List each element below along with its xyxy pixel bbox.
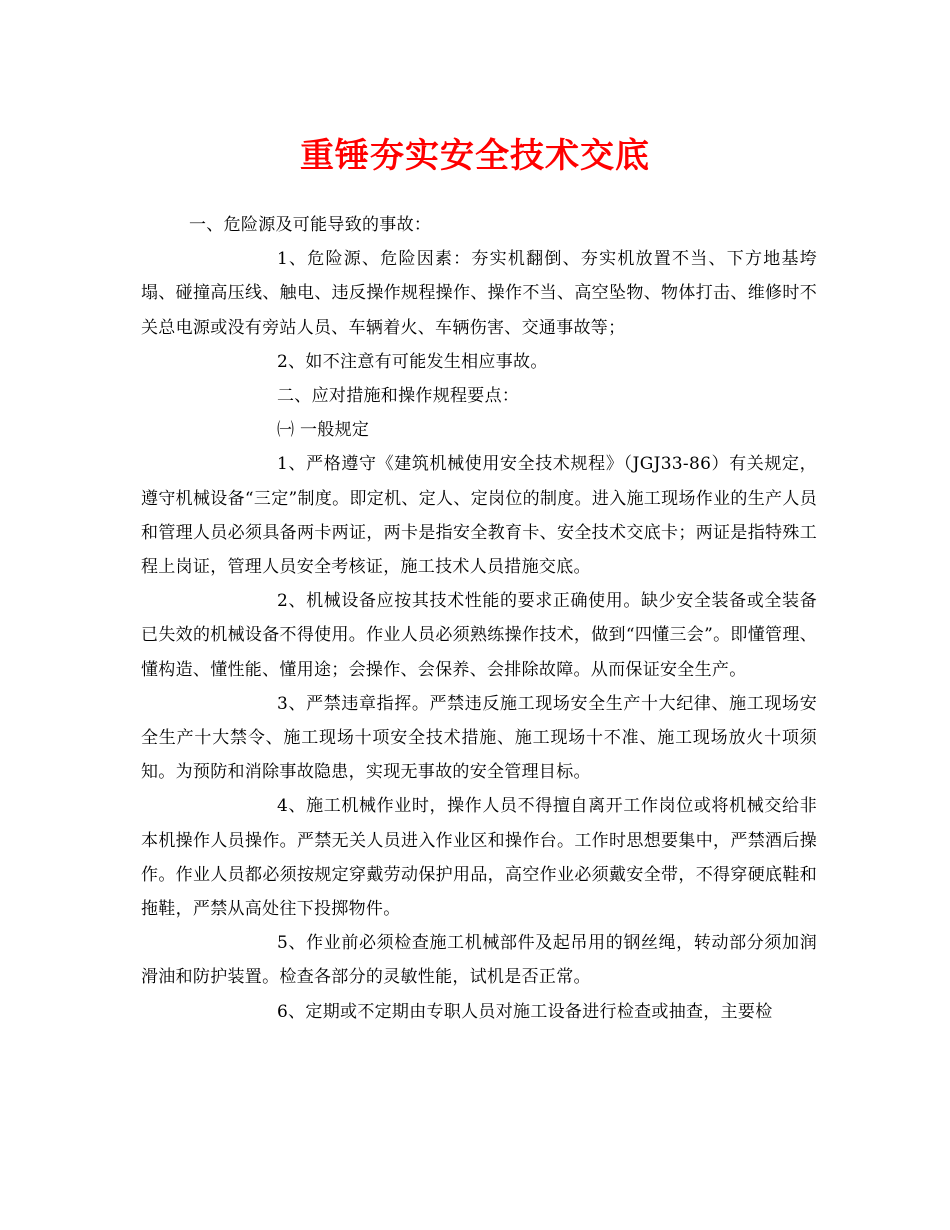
- document-title: 重锤夯实安全技术交底: [300, 136, 650, 176]
- section-heading-hazards: 一、危险源及可能导致的事故：: [189, 215, 432, 235]
- paragraph-rule-1: 1、严格遵守《建筑机械使用安全技术规程》（JGJ33-86）有关规定，遵守机械设备“三定”制度。即定机、定人、定岗位的制度。进入施工现场作业的生产人员和管理人员必须具备两卡两证，两卡是指安全教育卡、安全技术交底卡；两证是指特殊工程上岗证，管理人员安全考核证，施工技术人员措施交底。: [141, 454, 817, 578]
- document-body: [141, 208, 817, 1029]
- paragraph-rule-3: 3、严禁违章指挥。严禁违反施工现场安全生产十大纪律、施工现场安全生产十大禁令、施工现场十项安全技术措施、施工现场十不准、施工现场放火十项须知。为预防和消除事故隐患，实现无事故的安全管理目标。: [141, 693, 817, 783]
- section-heading-measures: 二、应对措施和操作规程要点：: [277, 386, 520, 407]
- subsection-heading-general: ㈠ 一般规定: [277, 420, 370, 441]
- paragraph-hazard-sources: 1、危险源、危险因素：夯实机翻倒、夯实机放置不当、下方地基垮塌、碰撞高压线、触电、违反操作规程操作、操作不当、高空坠物、物体打击、维修时不关总电源或没有旁站人员、车辆着火、车辆伤害、交通事故等；: [141, 249, 817, 338]
- paragraph-rule-6: 6、定期或不定期由专职人员对施工设备进行检查或抽查，主要检: [277, 1001, 773, 1022]
- paragraph-rule-4: 4、施工机械作业时，操作人员不得擅自离开工作岗位或将机械交给非本机操作人员操作。严禁无关人员进入作业区和操作台。工作时思想要集中，严禁酒后操作。作业人员都必须按规定穿戴劳动保护用品，高空作业必须戴安全带，不得穿硬底鞋和拖鞋，严禁从高处往下投掷物件。: [141, 796, 817, 920]
- paragraph-rule-2: 2、机械设备应按其技术性能的要求正确使用。缺少安全装备或全装备已失效的机械设备不得使用。作业人员必须熟练操作技术，做到“四懂三会”。即懂管理、懂构造、懂性能、懂用途；会操作、会保养、会排除故障。从而保证安全生产。: [141, 591, 817, 680]
- paragraph-accident-warning: 2、如不注意有可能发生相应事故。: [277, 351, 548, 372]
- paragraph-rule-5: 5、作业前必须检查施工机械部件及起吊用的钢丝绳，转动部分须加润滑油和防护装置。检查各部分的灵敏性能，试机是否正常。: [141, 933, 817, 988]
